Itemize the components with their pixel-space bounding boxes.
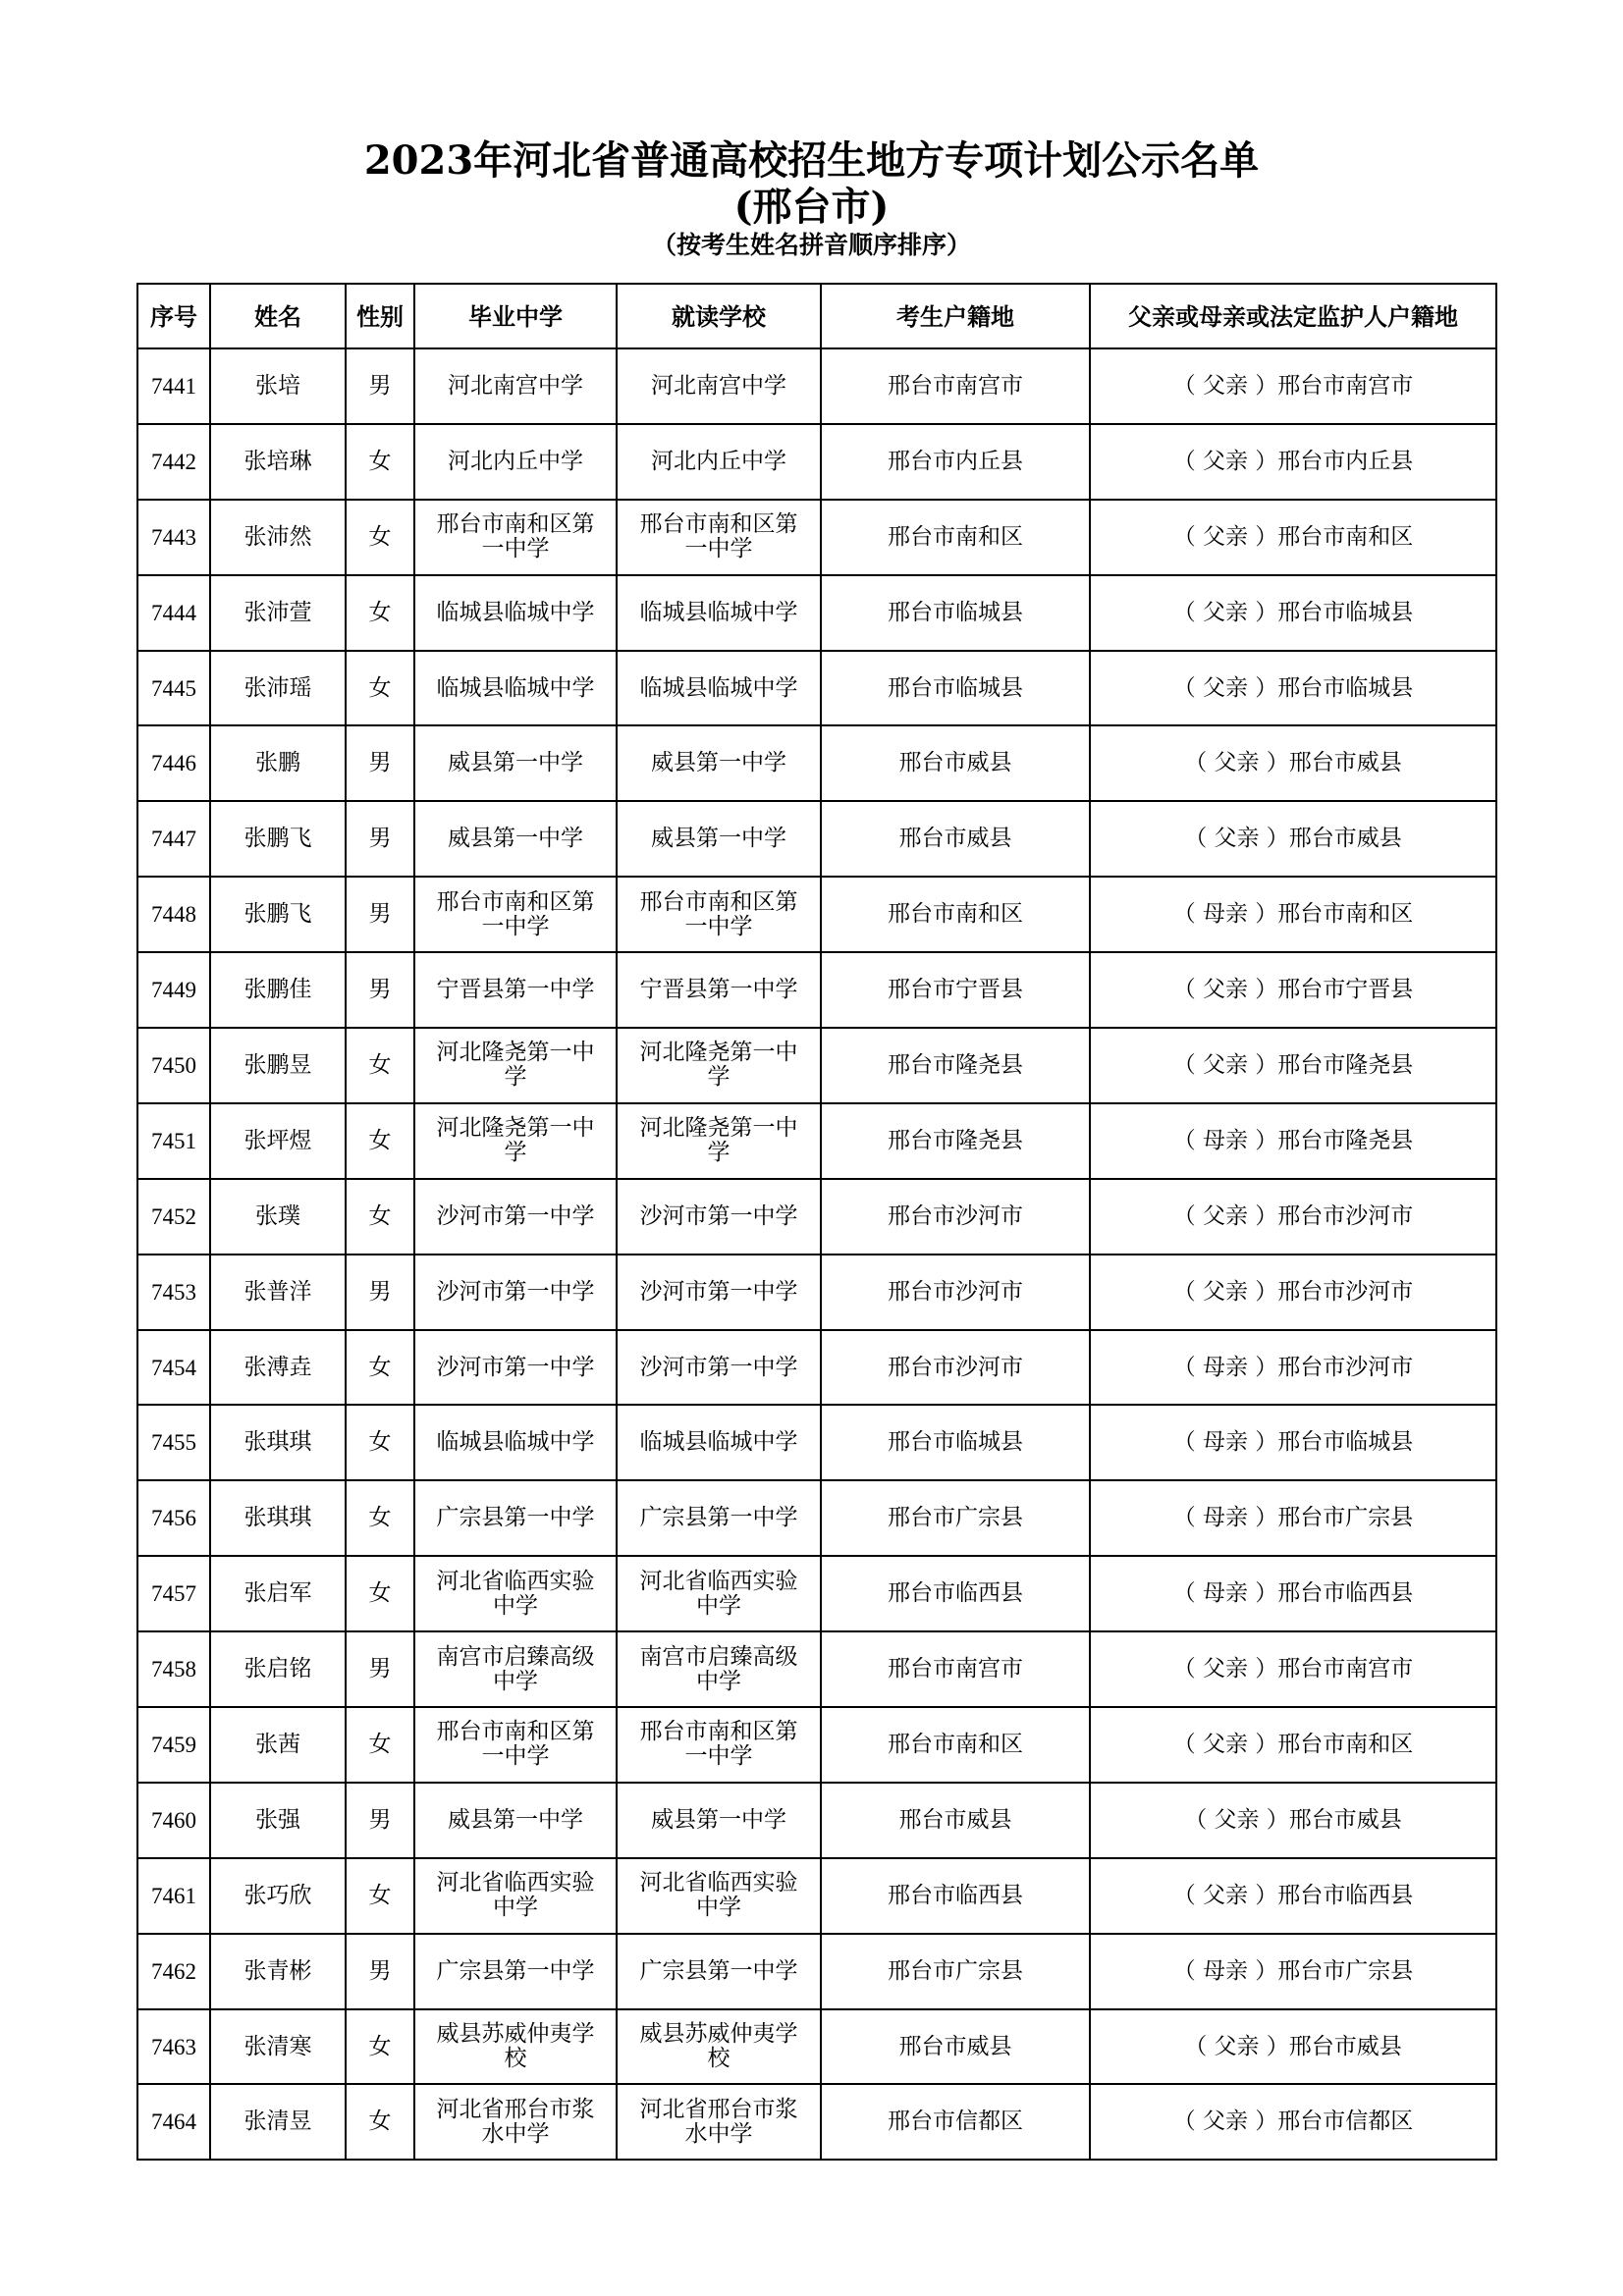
col-header-study-school: 就读学校 <box>617 284 821 348</box>
cell-study-school: 邢台市南和区第一中学 <box>617 1707 821 1783</box>
table-row <box>137 1405 1496 1480</box>
cell-no: 7459 <box>137 1707 210 1783</box>
cell-hukou: 邢台市信都区 <box>821 2084 1090 2160</box>
cell-hukou: 邢台市沙河市 <box>821 1330 1090 1406</box>
table-row <box>137 348 1496 424</box>
cell-hukou: 邢台市南和区 <box>821 1707 1090 1783</box>
cell-no: 7453 <box>137 1255 210 1330</box>
cell-study-school: 临城县临城中学 <box>617 651 821 726</box>
cell-grad-school: 广宗县第一中学 <box>414 1480 617 1556</box>
cell-guardian-hukou: （ 父亲 ）邢台市南和区 <box>1090 500 1496 575</box>
cell-no: 7448 <box>137 877 210 952</box>
cell-hukou: 邢台市威县 <box>821 801 1090 877</box>
cell-no: 7460 <box>137 1783 210 1858</box>
cell-study-school: 邢台市南和区第一中学 <box>617 877 821 952</box>
cell-guardian-hukou: （ 父亲 ）邢台市南宫市 <box>1090 1631 1496 1707</box>
cell-study-school: 河北内丘中学 <box>617 424 821 500</box>
cell-gender: 女 <box>346 1179 414 1255</box>
cell-grad-school: 沙河市第一中学 <box>414 1179 617 1255</box>
cell-guardian-hukou: （ 父亲 ）邢台市威县 <box>1090 801 1496 877</box>
cell-grad-school: 河北内丘中学 <box>414 424 617 500</box>
table-row <box>137 2009 1496 2085</box>
table-row <box>137 1255 1496 1330</box>
cell-grad-school: 威县第一中学 <box>414 725 617 801</box>
cell-grad-school: 河北隆尧第一中学 <box>414 1103 617 1179</box>
table-row <box>137 651 1496 726</box>
table-row <box>137 952 1496 1028</box>
cell-no: 7452 <box>137 1179 210 1255</box>
table-row <box>137 801 1496 877</box>
cell-gender: 男 <box>346 1631 414 1707</box>
cell-no: 7444 <box>137 575 210 651</box>
cell-no: 7458 <box>137 1631 210 1707</box>
cell-name: 张琪琪 <box>210 1405 346 1480</box>
cell-no: 7442 <box>137 424 210 500</box>
col-header-name: 姓名 <box>210 284 346 348</box>
table-row <box>137 1783 1496 1858</box>
cell-study-school: 威县第一中学 <box>617 1783 821 1858</box>
cell-guardian-hukou: （ 父亲 ）邢台市威县 <box>1090 2009 1496 2085</box>
cell-grad-school: 威县苏威仲夷学校 <box>414 2009 617 2085</box>
table-row <box>137 877 1496 952</box>
cell-hukou: 邢台市威县 <box>821 2009 1090 2085</box>
cell-study-school: 河北南宫中学 <box>617 348 821 424</box>
col-header-guardian-hukou: 父亲或母亲或法定监护人户籍地 <box>1090 284 1496 348</box>
table-header-row <box>137 284 1496 348</box>
cell-hukou: 邢台市隆尧县 <box>821 1103 1090 1179</box>
cell-gender: 男 <box>346 877 414 952</box>
table-row <box>137 500 1496 575</box>
cell-grad-school: 邢台市南和区第一中学 <box>414 1707 617 1783</box>
cell-gender: 女 <box>346 424 414 500</box>
cell-gender: 女 <box>346 1405 414 1480</box>
cell-no: 7451 <box>137 1103 210 1179</box>
cell-study-school: 威县第一中学 <box>617 725 821 801</box>
cell-no: 7455 <box>137 1405 210 1480</box>
table-row <box>137 1858 1496 1934</box>
cell-guardian-hukou: （ 母亲 ）邢台市隆尧县 <box>1090 1103 1496 1179</box>
cell-name: 张璞 <box>210 1179 346 1255</box>
cell-gender: 女 <box>346 1330 414 1406</box>
cell-name: 张启军 <box>210 1556 346 1631</box>
table-row <box>137 1707 1496 1783</box>
cell-grad-school: 广宗县第一中学 <box>414 1934 617 2009</box>
page-subtitle: (邢台市) <box>733 184 890 230</box>
cell-guardian-hukou: （ 父亲 ）邢台市临城县 <box>1090 575 1496 651</box>
cell-hukou: 邢台市南和区 <box>821 500 1090 575</box>
cell-name: 张琪琪 <box>210 1480 346 1556</box>
cell-name: 张培琳 <box>210 424 346 500</box>
table-row <box>137 1179 1496 1255</box>
cell-no: 7449 <box>137 952 210 1028</box>
col-header-no: 序号 <box>137 284 210 348</box>
cell-name: 张鹏 <box>210 725 346 801</box>
cell-guardian-hukou: （ 父亲 ）邢台市沙河市 <box>1090 1179 1496 1255</box>
cell-hukou: 邢台市沙河市 <box>821 1255 1090 1330</box>
page-title: 2023年河北省普通高校招生地方专项计划公示名单 <box>363 137 1260 184</box>
table-row <box>137 575 1496 651</box>
cell-gender: 女 <box>346 1556 414 1631</box>
cell-gender: 男 <box>346 1934 414 2009</box>
cell-guardian-hukou: （ 父亲 ）邢台市临西县 <box>1090 1858 1496 1934</box>
cell-no: 7443 <box>137 500 210 575</box>
cell-grad-school: 临城县临城中学 <box>414 1405 617 1480</box>
cell-name: 张鹏佳 <box>210 952 346 1028</box>
cell-hukou: 邢台市南和区 <box>821 877 1090 952</box>
cell-grad-school: 河北省临西实验中学 <box>414 1858 617 1934</box>
cell-hukou: 邢台市广宗县 <box>821 1934 1090 2009</box>
cell-gender: 男 <box>346 801 414 877</box>
cell-grad-school: 南宫市启臻高级中学 <box>414 1631 617 1707</box>
cell-no: 7447 <box>137 801 210 877</box>
cell-name: 张青彬 <box>210 1934 346 2009</box>
cell-gender: 男 <box>346 1783 414 1858</box>
cell-gender: 女 <box>346 1480 414 1556</box>
cell-study-school: 河北隆尧第一中学 <box>617 1028 821 1103</box>
cell-gender: 女 <box>346 1858 414 1934</box>
cell-study-school: 威县第一中学 <box>617 801 821 877</box>
cell-grad-school: 沙河市第一中学 <box>414 1255 617 1330</box>
cell-name: 张鹏飞 <box>210 877 346 952</box>
cell-name: 张普洋 <box>210 1255 346 1330</box>
cell-name: 张沛萱 <box>210 575 346 651</box>
cell-study-school: 沙河市第一中学 <box>617 1255 821 1330</box>
cell-gender: 女 <box>346 500 414 575</box>
cell-grad-school: 临城县临城中学 <box>414 651 617 726</box>
cell-hukou: 邢台市临城县 <box>821 575 1090 651</box>
cell-grad-school: 河北省临西实验中学 <box>414 1556 617 1631</box>
cell-grad-school: 威县第一中学 <box>414 1783 617 1858</box>
cell-study-school: 沙河市第一中学 <box>617 1330 821 1406</box>
cell-name: 张溥垚 <box>210 1330 346 1406</box>
cell-name: 张启铭 <box>210 1631 346 1707</box>
cell-grad-school: 威县第一中学 <box>414 801 617 877</box>
cell-guardian-hukou: （ 父亲 ）邢台市宁晋县 <box>1090 952 1496 1028</box>
cell-guardian-hukou: （ 父亲 ）邢台市信都区 <box>1090 2084 1496 2160</box>
roster-table <box>136 283 1497 2161</box>
cell-no: 7450 <box>137 1028 210 1103</box>
col-header-grad-school: 毕业中学 <box>414 284 617 348</box>
cell-hukou: 邢台市南宫市 <box>821 1631 1090 1707</box>
cell-hukou: 邢台市威县 <box>821 725 1090 801</box>
cell-no: 7463 <box>137 2009 210 2085</box>
table-row <box>137 1934 1496 2009</box>
cell-hukou: 邢台市临城县 <box>821 1405 1090 1480</box>
cell-grad-school: 沙河市第一中学 <box>414 1330 617 1406</box>
cell-gender: 女 <box>346 2009 414 2085</box>
cell-study-school: 邢台市南和区第一中学 <box>617 500 821 575</box>
cell-gender: 女 <box>346 651 414 726</box>
cell-hukou: 邢台市临西县 <box>821 1858 1090 1934</box>
cell-study-school: 河北隆尧第一中学 <box>617 1103 821 1179</box>
table-row <box>137 1330 1496 1406</box>
cell-name: 张巧欣 <box>210 1858 346 1934</box>
cell-study-school: 宁晋县第一中学 <box>617 952 821 1028</box>
col-header-hukou: 考生户籍地 <box>821 284 1090 348</box>
cell-guardian-hukou: （ 父亲 ）邢台市威县 <box>1090 725 1496 801</box>
cell-name: 张清寒 <box>210 2009 346 2085</box>
cell-guardian-hukou: （ 父亲 ）邢台市南宫市 <box>1090 348 1496 424</box>
cell-hukou: 邢台市内丘县 <box>821 424 1090 500</box>
cell-grad-school: 河北隆尧第一中学 <box>414 1028 617 1103</box>
cell-guardian-hukou: （ 母亲 ）邢台市沙河市 <box>1090 1330 1496 1406</box>
cell-gender: 男 <box>346 725 414 801</box>
cell-study-school: 河北省邢台市浆水中学 <box>617 2084 821 2160</box>
cell-name: 张鹏飞 <box>210 801 346 877</box>
cell-name: 张沛然 <box>210 500 346 575</box>
cell-no: 7456 <box>137 1480 210 1556</box>
cell-study-school: 河北省临西实验中学 <box>617 1556 821 1631</box>
cell-grad-school: 宁晋县第一中学 <box>414 952 617 1028</box>
cell-hukou: 邢台市威县 <box>821 1783 1090 1858</box>
cell-no: 7441 <box>137 348 210 424</box>
cell-study-school: 广宗县第一中学 <box>617 1480 821 1556</box>
cell-hukou: 邢台市沙河市 <box>821 1179 1090 1255</box>
cell-hukou: 邢台市南宫市 <box>821 348 1090 424</box>
cell-name: 张坪煜 <box>210 1103 346 1179</box>
cell-gender: 女 <box>346 1707 414 1783</box>
cell-study-school: 临城县临城中学 <box>617 575 821 651</box>
cell-no: 7461 <box>137 1858 210 1934</box>
cell-study-school: 广宗县第一中学 <box>617 1934 821 2009</box>
cell-name: 张茜 <box>210 1707 346 1783</box>
cell-grad-school: 河北省邢台市浆水中学 <box>414 2084 617 2160</box>
cell-guardian-hukou: （ 母亲 ）邢台市广宗县 <box>1090 1934 1496 2009</box>
cell-no: 7462 <box>137 1934 210 2009</box>
cell-guardian-hukou: （ 母亲 ）邢台市临西县 <box>1090 1556 1496 1631</box>
cell-study-school: 威县苏威仲夷学校 <box>617 2009 821 2085</box>
cell-name: 张培 <box>210 348 346 424</box>
cell-gender: 女 <box>346 575 414 651</box>
cell-gender: 男 <box>346 1255 414 1330</box>
cell-hukou: 邢台市宁晋县 <box>821 952 1090 1028</box>
cell-hukou: 邢台市隆尧县 <box>821 1028 1090 1103</box>
cell-study-school: 沙河市第一中学 <box>617 1179 821 1255</box>
table-row <box>137 424 1496 500</box>
table-row <box>137 1028 1496 1103</box>
cell-guardian-hukou: （ 父亲 ）邢台市内丘县 <box>1090 424 1496 500</box>
cell-gender: 男 <box>346 348 414 424</box>
table-row <box>137 1556 1496 1631</box>
table-row <box>137 2084 1496 2160</box>
cell-gender: 女 <box>346 1103 414 1179</box>
cell-guardian-hukou: （ 母亲 ）邢台市广宗县 <box>1090 1480 1496 1556</box>
cell-no: 7445 <box>137 651 210 726</box>
cell-gender: 男 <box>346 952 414 1028</box>
cell-no: 7457 <box>137 1556 210 1631</box>
sort-note: （按考生姓名拼音顺序排序） <box>651 231 971 259</box>
cell-grad-school: 邢台市南和区第一中学 <box>414 500 617 575</box>
table-row <box>137 1631 1496 1707</box>
cell-guardian-hukou: （ 父亲 ）邢台市临城县 <box>1090 651 1496 726</box>
cell-grad-school: 临城县临城中学 <box>414 575 617 651</box>
cell-hukou: 邢台市广宗县 <box>821 1480 1090 1556</box>
cell-hukou: 邢台市临西县 <box>821 1556 1090 1631</box>
cell-name: 张鹏昱 <box>210 1028 346 1103</box>
col-header-gender: 性别 <box>346 284 414 348</box>
cell-gender: 女 <box>346 1028 414 1103</box>
table-row <box>137 1480 1496 1556</box>
cell-guardian-hukou: （ 父亲 ）邢台市威县 <box>1090 1783 1496 1858</box>
cell-guardian-hukou: （ 母亲 ）邢台市临城县 <box>1090 1405 1496 1480</box>
cell-name: 张强 <box>210 1783 346 1858</box>
cell-guardian-hukou: （ 母亲 ）邢台市南和区 <box>1090 877 1496 952</box>
cell-guardian-hukou: （ 父亲 ）邢台市沙河市 <box>1090 1255 1496 1330</box>
cell-guardian-hukou: （ 父亲 ）邢台市南和区 <box>1090 1707 1496 1783</box>
cell-study-school: 河北省临西实验中学 <box>617 1858 821 1934</box>
cell-hukou: 邢台市临城县 <box>821 651 1090 726</box>
cell-guardian-hukou: （ 父亲 ）邢台市隆尧县 <box>1090 1028 1496 1103</box>
cell-gender: 女 <box>346 2084 414 2160</box>
cell-no: 7454 <box>137 1330 210 1406</box>
cell-no: 7464 <box>137 2084 210 2160</box>
cell-name: 张沛瑶 <box>210 651 346 726</box>
cell-study-school: 临城县临城中学 <box>617 1405 821 1480</box>
table-row <box>137 725 1496 801</box>
table-row <box>137 1103 1496 1179</box>
cell-study-school: 南宫市启臻高级中学 <box>617 1631 821 1707</box>
cell-grad-school: 河北南宫中学 <box>414 348 617 424</box>
cell-grad-school: 邢台市南和区第一中学 <box>414 877 617 952</box>
cell-name: 张清昱 <box>210 2084 346 2160</box>
cell-no: 7446 <box>137 725 210 801</box>
